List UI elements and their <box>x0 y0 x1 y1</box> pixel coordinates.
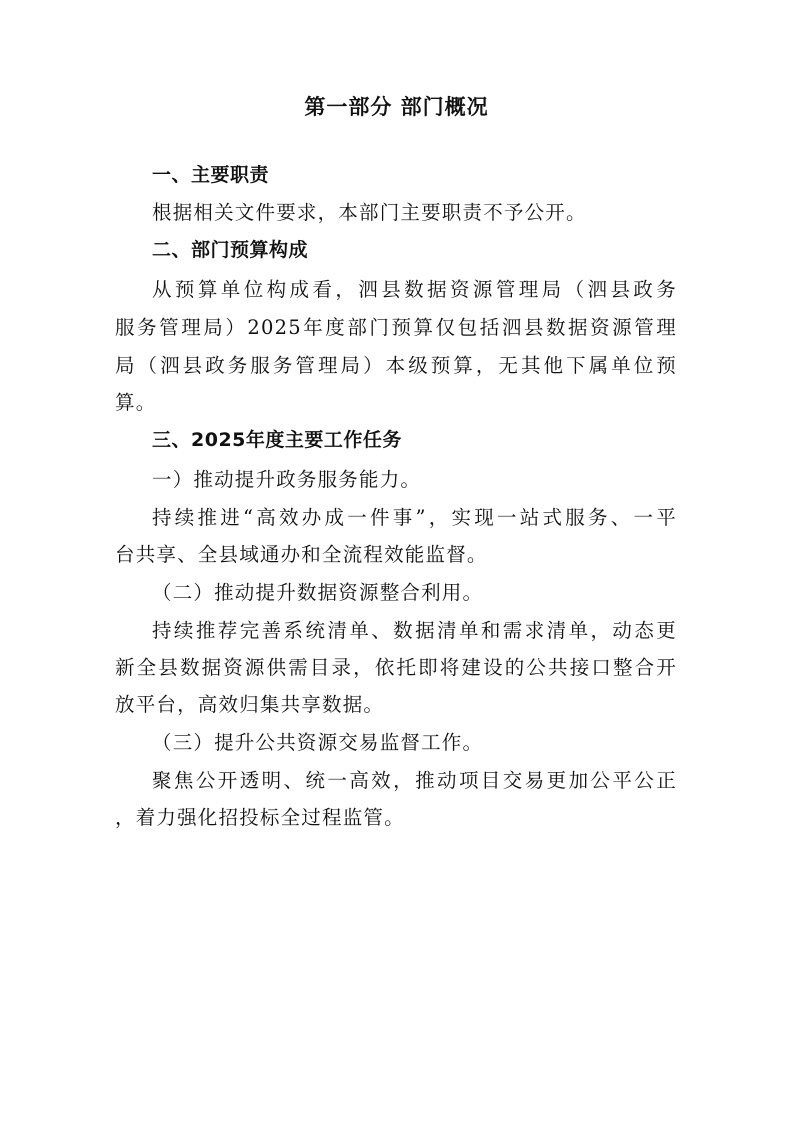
page-title: 第一部分 部门概况 <box>304 95 489 119</box>
subheading-public-resource-trading: （三）提升公共资源交易监督工作。 <box>152 731 484 754</box>
section-heading-budget-composition: 二、部门预算构成 <box>152 239 309 261</box>
paragraph-line: 持续推荐完善系统清单、数据清单和需求清单，动态更 <box>152 619 677 642</box>
paragraph-line: 服务管理局）2025年度部门预算仅包括泗县数据资源管理 <box>115 316 677 339</box>
paragraph-line: 放平台，高效归集共享数据。 <box>115 693 385 716</box>
paragraph-line: 根据相关文件要求，本部门主要职责不予公开。 <box>152 201 587 224</box>
paragraph-line: ，着力强化招投标全过程监管。 <box>115 806 405 829</box>
paragraph-line: 台共享、全县域通办和全流程效能监督。 <box>115 543 488 566</box>
paragraph-line: 新全县数据资源供需目录，依托即将建设的公共接口整合开 <box>115 656 677 679</box>
paragraph-line: 局（泗县政务服务管理局）本级预算，无其他下属单位预 <box>115 354 677 377</box>
paragraph-line: 算。 <box>115 391 157 414</box>
subheading-government-services: 一）推动提升政务服务能力。 <box>152 468 422 491</box>
paragraph-line: 持续推进“高效办成一件事”，实现一站式服务、一平 <box>152 506 677 529</box>
section-heading-duties: 一、主要职责 <box>152 164 270 186</box>
subheading-data-resources: （二）推动提升数据资源整合利用。 <box>152 581 484 604</box>
paragraph-line: 聚焦公开透明、统一高效，推动项目交易更加公平公正 <box>152 769 677 792</box>
section-heading-main-tasks: 三、2025年度主要工作任务 <box>152 429 402 451</box>
paragraph-line: 从预算单位构成看，泗县数据资源管理局（泗县政务 <box>152 278 677 301</box>
